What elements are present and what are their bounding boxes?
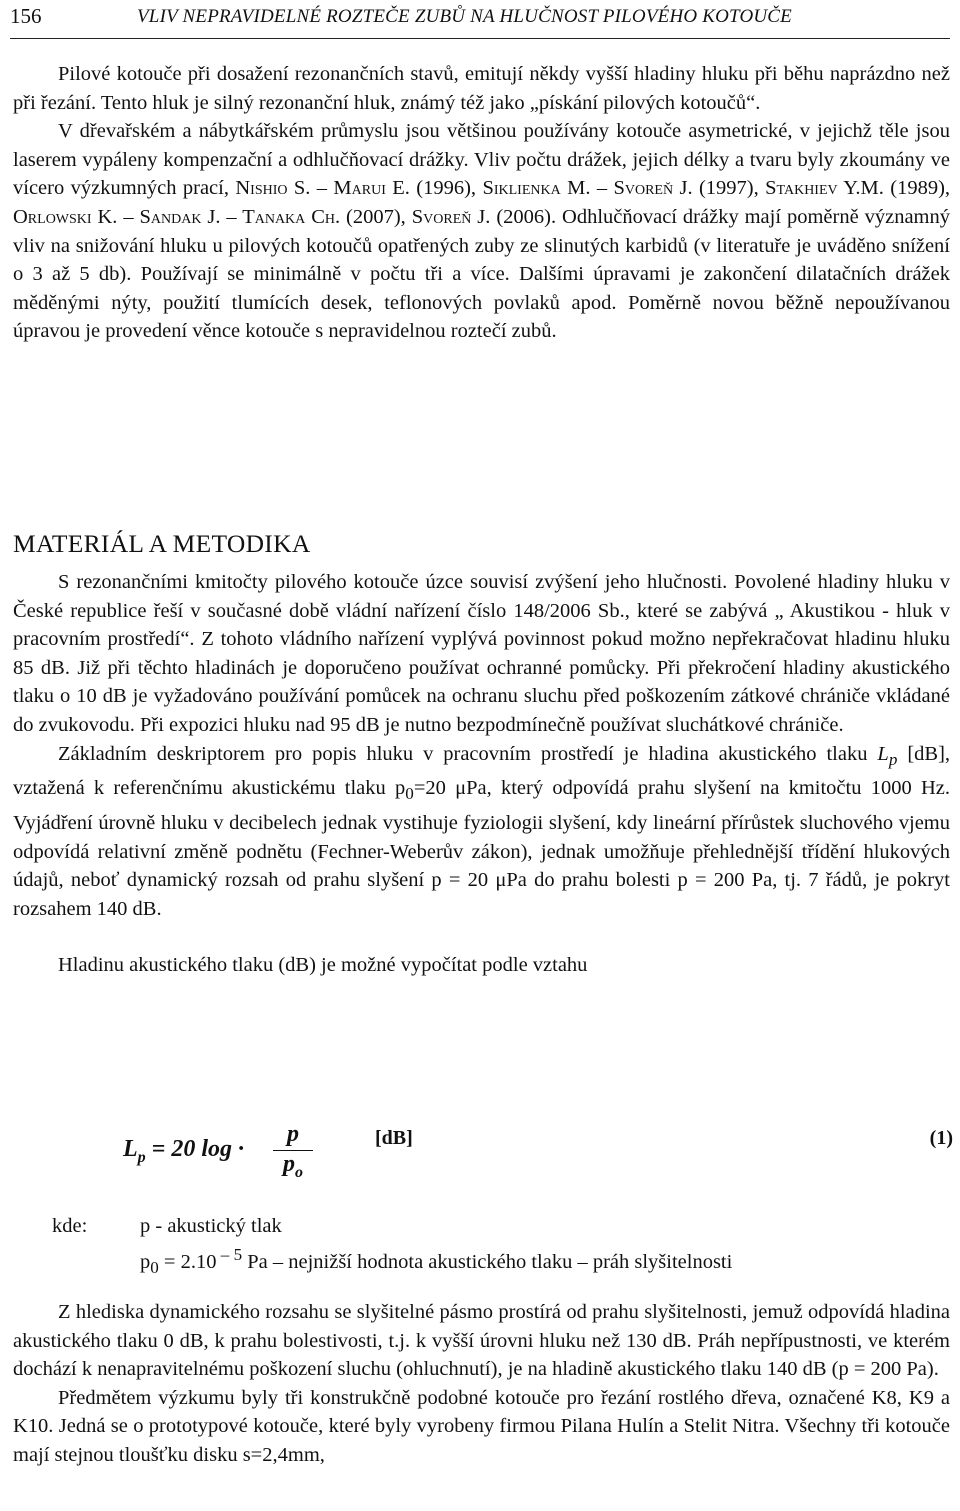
variable-definitions: [52, 1215, 932, 1275]
intro-section: [13, 60, 950, 346]
definition-row-p: [52, 1215, 932, 1245]
page-number: 156: [10, 4, 42, 28]
equation-unit: [dB]: [375, 1127, 413, 1149]
definition-row-p0: [52, 1245, 932, 1275]
page-header: [10, 0, 950, 39]
equation-fraction: [273, 1121, 313, 1182]
definition-p0: $p_0 = 2.10$ $^{- 5}$ Pa – nejnižší hodnota akustického tlaku – práh slyšitelnosti: [140, 1245, 733, 1277]
where-label: kde:: [52, 1215, 88, 1237]
definition-p: p - akustický tlak: [140, 1215, 282, 1237]
fraction-numerator: p: [273, 1121, 313, 1151]
intro-paragraph-1: Pilové kotouče při dosažení rezonančních stavů, emitují někdy vyšší hladiny hluku při běhu naprázdno než při řezání. Tento hluk je silný rezonanční hluk, známý též jako „pískání pilových kotoučů“.: [13, 63, 950, 114]
equation-1: [123, 1121, 953, 1195]
running-title: VLIV NEPRAVIDELNÉ ROZTEČE ZUBŮ NA HLUČNOST PILOVÉHO KOTOUČE: [137, 6, 792, 27]
fraction-denominator: $p_o$: [283, 1151, 303, 1181]
citation-stakhiev: Stakhiev Y.M.: [765, 177, 884, 200]
closing-section: [13, 1298, 950, 1470]
method-paragraph-3: Hladinu akustického tlaku (dB) je možné vypočítat podle vztahu: [58, 954, 588, 977]
equation-number: (1): [929, 1127, 953, 1149]
citation-nishio-marui: Nishio S. – Marui E.: [235, 177, 410, 200]
intro-paragraph-2: V dřevařském a nábytkářském průmyslu jsou většinou používány kotouče asymetrické, v jejichž těle jsou laserem vypáleny kompenzační a odhlučňovací drážky. Vliv počtu drážek, jejich délky a tvaru byly zkoumány ve vícero výzkumných prací, Nishio S. – Marui E. (1996), Siklienka M. – Svoreň J. (1997), Stakhiev Y.M. (1989), Orlowski K. – Sandak J. – Tanaka Ch. (2007), Svoreň J. (2006). Odhlučňovací drážky mají poměrně významný vliv na snižování hluku u pilových kotoučů opatřených zuby ze slinutých karbidů (v literatuře je uváděno snížení o 3 až 5 db). Používají se minimálně v počtu tři a více. Dalšími úpravami je zakončení dilatačních drážek měděnými nýty, použití tlumících desek, teflonových povlaků apod. Poměrně novou běžně nepoužívanou úpravou je provedení věnce kotouče s nepravidelnou roztečí zubů.: [13, 120, 951, 343]
method-paragraph-2: Základním deskriptorem pro popis hluku v pracovním prostředí je hladina akustického tlaku $L_p$ [dB], vztažená k referenčnímu akustickému tlaku $p_0=20$ μPa, který odpovídá prahu slyšení na kmitočtu 1000 Hz. Vyjádření úrovně hluku v decibelech jednak vystihuje fyziologii slyšení, kdy lineární přírůstek sluchového vjemu odpovídá relativní změně podnětu (Fechner-Weberův zákon), jednak umožňuje přehlednější třídění hlukových údajů, neboť dynamický rozsah od prahu slyšení p = 20 μPa do prahu bolesti p = 200 Pa, tj. 7 řádů, je pokryt rozsahem 140 dB.: [13, 742, 951, 920]
equation-lhs: $L_p = 20$ log ·: [123, 1136, 245, 1166]
closing-paragraph-2: Předmětem výzkumu byly tři konstrukčně podobné kotouče pro řezání rostlého dřeva, označené K8, K9 a K10. Jedná se o prototypové kotouče, které byly vyrobeny firmou Pilana Hulín a Stelit Nitra. Všechny tři kotouče mají stejnou tloušťku disku s=2,4mm,: [13, 1386, 950, 1466]
citation-siklienka-svoren: Siklienka M. – Svoreň J.: [482, 177, 693, 200]
closing-paragraph-1: Z hlediska dynamického rozsahu se slyšitelné pásmo prostírá od prahu slyšitelnosti, jemuž odpovídá hladina akustického tlaku 0 dB, k prahu bolestivosti, t.j. k vyšší úrovni hluku než 130 dB. Práh nepřípustnosti, ve kterém dochází k nenapravitelnému poškození sluchu (ohluchnutí), je na hladině akustického tlaku 140 dB (p = 200 Pa).: [13, 1301, 950, 1381]
lp-symbol: $L_p$: [877, 742, 898, 769]
citation-svoren: Svoreň J.: [411, 205, 491, 228]
method-paragraph-1: S rezonančními kmitočty pilového kotouče úzce souvisí zvýšení jeho hlučnosti. Povolené hladiny hluku v České republice řeší v současné době vládní nařízení číslo 148/2006 Sb., které se zabývá „ Akustikou - hluk v pracovním prostředí“. Z tohoto vládního nařízení vyplývá povinnost pokud možno nepřekračovat hladinu hluku 85 dB. Již při těchto hladinách je doporučeno používat ochranné pomůcky. Při překročení hladiny akustického tlaku o 10 dB je vyžadováno používání pomůcek na ochranu sluchu před poškozením zátkové chrániče vkládané do zvukovodu. Při expozici hluku nad 95 dB je nutno bezpodmínečně používat sluchátkové chrániče.: [13, 571, 950, 736]
section-heading: MATERIÁL A METODIKA: [13, 529, 311, 559]
method-section: [13, 568, 950, 980]
citation-orlowski-sandak-tanaka: Orlowski K. – Sandak J. – Tanaka Ch.: [13, 205, 341, 228]
